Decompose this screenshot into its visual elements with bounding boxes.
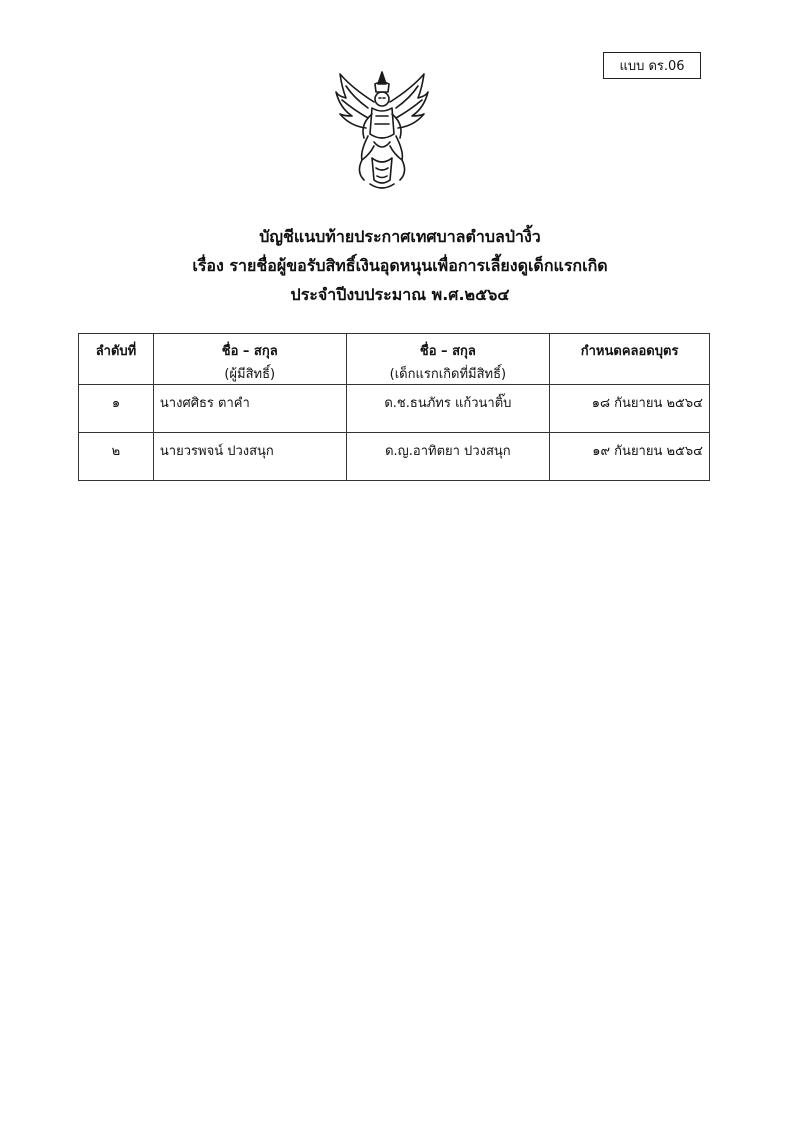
cell-child-name: ด.ช.ธนภัทร แก้วนาติ๊บ xyxy=(346,385,550,433)
garuda-emblem-icon xyxy=(332,68,432,194)
title-line-1: บัญชีแนบท้ายประกาศเทศบาลตำบลป่างิ้ว xyxy=(259,227,541,246)
header-recipient-name: ชื่อ – สกุล (ผู้มีสิทธิ์) xyxy=(153,334,346,385)
cell-order: ๒ xyxy=(79,433,154,481)
cell-due-date: ๑๙ กันยายน ๒๕๖๔ xyxy=(550,433,710,481)
table-header-row xyxy=(79,334,710,385)
cell-recipient-name: นางศศิธร ตาคำ xyxy=(153,385,346,433)
form-code-box xyxy=(603,52,701,79)
header-due-date: กำหนดคลอดบุตร xyxy=(550,334,710,385)
cell-order: ๑ xyxy=(79,385,154,433)
header-child-name: ชื่อ – สกุล (เด็กแรกเกิดที่มีสิทธิ์) xyxy=(346,334,550,385)
cell-child-name: ด.ญ.อาทิตยา ปวงสนุก xyxy=(346,433,550,481)
header-child-sub: (เด็กแรกเกิดที่มีสิทธิ์) xyxy=(389,367,507,382)
cell-recipient-name: นายวรพจน์ ปวงสนุก xyxy=(153,433,346,481)
document-title-block xyxy=(0,222,800,309)
table-row xyxy=(79,433,710,481)
title-line-3: ประจำปีงบประมาณ พ.ศ.๒๕๖๔ xyxy=(290,285,510,304)
form-code-label: แบบ ดร.06 xyxy=(619,59,685,74)
cell-due-date: ๑๘ กันยายน ๒๕๖๔ xyxy=(550,385,710,433)
header-order: ลำดับที่ xyxy=(79,334,154,385)
header-recipient-sub: (ผู้มีสิทธิ์) xyxy=(224,367,276,382)
title-line-2: เรื่อง รายชื่อผู้ขอรับสิทธิ์เงินอุดหนุนเพื่อการเลี้ยงดูเด็กแรกเกิด xyxy=(192,256,608,275)
table-row xyxy=(79,385,710,433)
beneficiary-table xyxy=(78,333,710,481)
